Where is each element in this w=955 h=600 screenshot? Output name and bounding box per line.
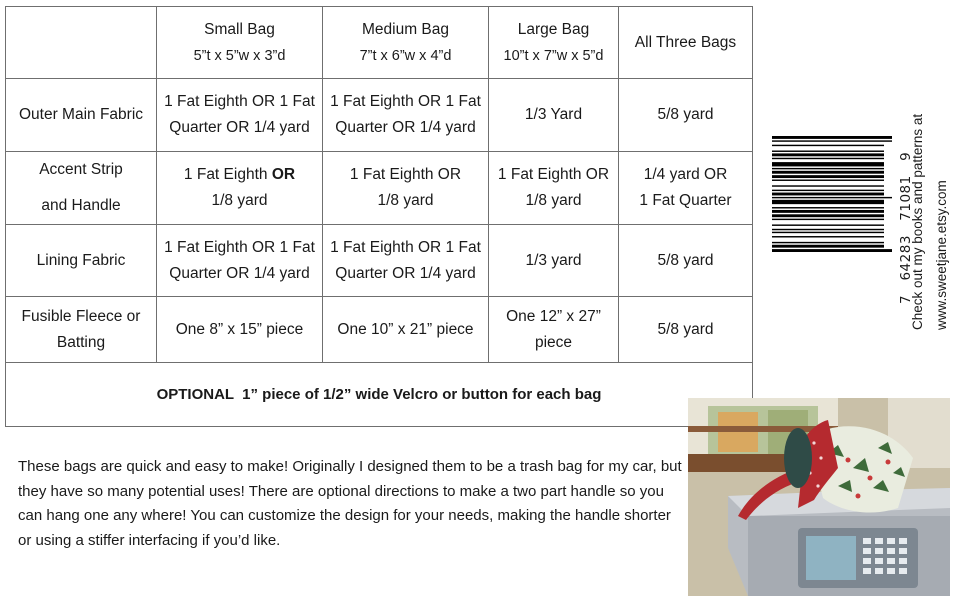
table-cell: 1 Fat Eighth OR 1/8 yard bbox=[489, 152, 619, 225]
table-cell: 1/4 yard OR 1 Fat Quarter bbox=[619, 152, 753, 225]
barcode-bar bbox=[772, 180, 884, 181]
table-cell: 5/8 yard bbox=[619, 79, 753, 152]
barcode-digits: 7 64283 71081 9 bbox=[898, 151, 914, 304]
barcode-bar bbox=[772, 224, 884, 225]
barcode-bar bbox=[772, 140, 892, 141]
fabric-requirements-table bbox=[5, 6, 753, 427]
barcode-bar bbox=[772, 236, 884, 237]
table-cell: 1 Fat Eighth OR 1 Fat Quarter OR 1/4 yard bbox=[323, 225, 489, 297]
table-cell: One 12” x 27” piece bbox=[489, 297, 619, 363]
barcode-bar bbox=[772, 168, 884, 169]
optional-row bbox=[6, 363, 753, 427]
barcode-bar bbox=[772, 158, 884, 159]
table-cell: 1 Fat Eighth OR 1 Fat Quarter OR 1/4 yard bbox=[157, 79, 323, 152]
table-cell: One 10” x 21” piece bbox=[323, 297, 489, 363]
table-row bbox=[6, 79, 753, 152]
credit-line-books: Check out my books and patterns at bbox=[910, 113, 925, 330]
large-bag-dimensions: 10”t x 7”w x 5”d bbox=[503, 47, 604, 64]
table-cell: 5/8 yard bbox=[619, 225, 753, 297]
barcode-bar bbox=[772, 242, 884, 243]
header-medium-bag: Medium Bag 7”t x 6”w x 4”d bbox=[323, 7, 489, 79]
barcode bbox=[772, 136, 892, 294]
barcode-bar bbox=[772, 151, 884, 152]
optional-velcro-note: OPTIONAL 1” piece of 1/2” wide Velcro or button for each bag bbox=[6, 363, 753, 427]
barcode-bar bbox=[772, 219, 884, 220]
row-label-outer-main-fabric: Outer Main Fabric bbox=[6, 79, 157, 152]
barcode-bar bbox=[772, 193, 884, 196]
barcode-bar bbox=[772, 145, 884, 146]
barcode-bar bbox=[772, 229, 884, 230]
table-cell: 5/8 yard bbox=[619, 297, 753, 363]
table-cell: One 8” x 15” piece bbox=[157, 297, 323, 363]
barcode-bar bbox=[772, 214, 884, 217]
bold-or: OR bbox=[271, 166, 296, 183]
small-bag-dimensions: 5”t x 5”w x 3”d bbox=[193, 47, 286, 64]
table-cell: 1 Fat Eighth OR 1/8 yard bbox=[323, 152, 489, 225]
barcode-bar bbox=[772, 210, 884, 213]
barcode-bar bbox=[772, 200, 884, 204]
table-row bbox=[6, 225, 753, 297]
credit-line-url: www.sweetjane.etsy.com bbox=[934, 180, 949, 330]
row-label-lining-fabric: Lining Fabric bbox=[6, 225, 157, 297]
barcode-bar bbox=[772, 245, 884, 248]
barcode-bar bbox=[772, 175, 884, 178]
header-large-bag: Large Bag 10”t x 7”w x 5”d bbox=[489, 7, 619, 79]
barcode-bar bbox=[772, 197, 892, 198]
table-row bbox=[6, 297, 753, 363]
description-paragraph: These bags are quick and easy to make! Originally I designed them to be a trash bag for my car, but they have so many potential uses! There are optional directions to make a two part handle so you can hang one any where! You can customize the design for your needs, making the handle shorter or using a stiffer interfacing if you’d like. bbox=[18, 458, 682, 549]
barcode-bar bbox=[772, 171, 884, 174]
table-row bbox=[6, 152, 753, 225]
bag-photo bbox=[688, 398, 950, 596]
medium-bag-dimensions: 7”t x 6”w x 4”d bbox=[359, 47, 452, 64]
header-corner-cell bbox=[6, 7, 157, 79]
table-cell: 1 Fat Eighth OR 1 Fat Quarter OR 1/4 yard bbox=[323, 79, 489, 152]
table-cell: 1/3 yard bbox=[489, 225, 619, 297]
barcode-bar bbox=[772, 190, 884, 191]
header-all-three-bags: All Three Bags bbox=[619, 7, 753, 79]
barcode-bar bbox=[772, 207, 884, 208]
table-header-row bbox=[6, 7, 753, 79]
barcode-bar bbox=[772, 162, 884, 166]
table-cell: 1/3 Yard bbox=[489, 79, 619, 152]
barcode-bar bbox=[772, 232, 884, 233]
row-label-accent-strip: Accent Strip and Handle bbox=[6, 152, 157, 225]
barcode-bar bbox=[772, 249, 892, 252]
barcode-bar bbox=[772, 136, 892, 139]
table-cell: 1 Fat Eighth OR 1/8 yard bbox=[157, 152, 323, 225]
row-label-fusible-fleece: Fusible Fleece or Batting bbox=[6, 297, 157, 363]
barcode-bar bbox=[772, 185, 884, 186]
table-cell: 1 Fat Eighth OR 1 Fat Quarter OR 1/4 yard bbox=[157, 225, 323, 297]
barcode-bar bbox=[772, 153, 884, 156]
header-small-bag: Small Bag 5”t x 5”w x 3”d bbox=[157, 7, 323, 79]
